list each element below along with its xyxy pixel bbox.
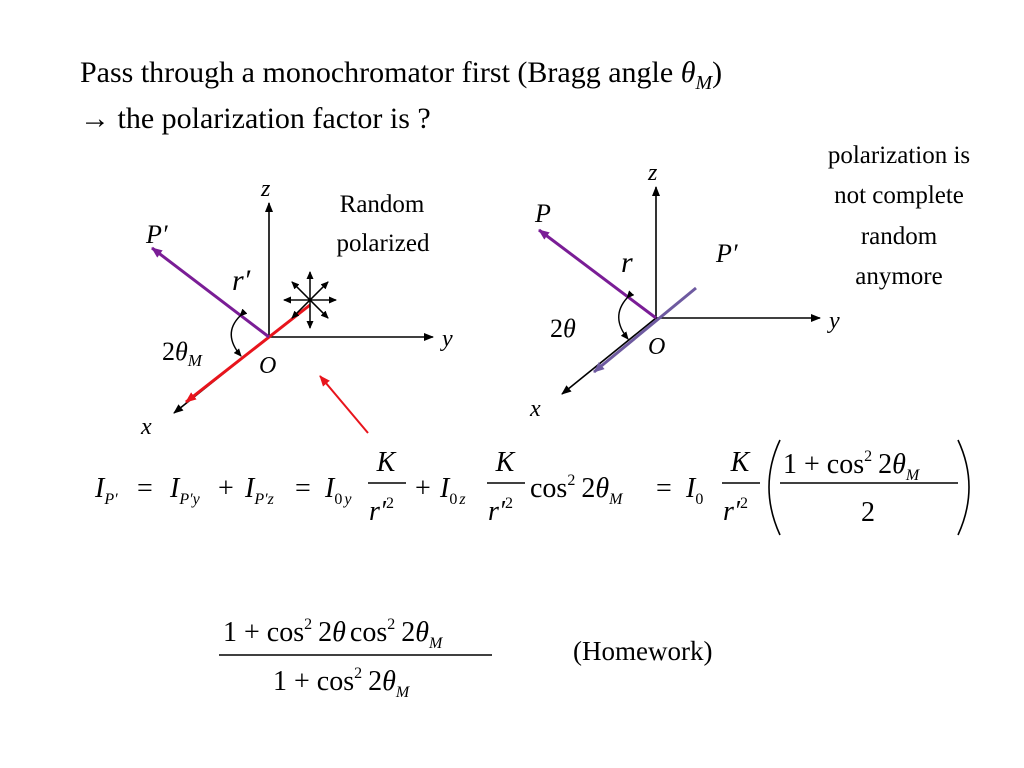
homework-label: (Homework): [573, 636, 713, 666]
left-p-prime-label: P′: [146, 220, 168, 249]
eq-equals-3: =: [656, 473, 672, 504]
svg-text:random: random: [860, 223, 938, 250]
eq-equals-1: =: [137, 473, 153, 504]
left-z-label: z: [261, 176, 271, 202]
eq-equals-2: =: [295, 473, 311, 504]
right-incident-beam: [594, 288, 696, 372]
left-angle-arc: [231, 316, 241, 356]
pointer-arrow: [320, 376, 368, 433]
right-z-label: z: [648, 160, 658, 186]
left-diffracted-beam: [152, 248, 269, 337]
right-r-label: r: [621, 246, 633, 279]
right-x-label: x: [530, 396, 541, 422]
eq-frac1-denominator: $r'^2$: [369, 495, 395, 527]
homework-fraction: [219, 616, 712, 701]
right-p-label: P: [535, 199, 551, 228]
eq-right-paren: [958, 440, 969, 535]
left-angle-label: $2\theta_M$: [162, 337, 202, 370]
random-polarized-note-2: polarized: [336, 230, 430, 257]
eq-plus-2: +: [415, 473, 431, 504]
header-line-2: → the polarization factor is ?: [80, 102, 431, 135]
polarization-note: [828, 142, 970, 290]
eq-plus-1: +: [218, 473, 234, 504]
eq-frac4-denominator: 2: [861, 497, 875, 528]
left-origin-label: O: [259, 353, 277, 379]
homework-numerator: $1 + \cos^2 2\theta$ $\cos^2 2\theta_M$: [223, 616, 443, 652]
homework-denominator: $1 + \cos^2 2\theta_M$: [273, 665, 410, 701]
intensity-equation: [94, 440, 969, 535]
right-angle-label: 2θ: [550, 314, 576, 343]
left-x-label: x: [141, 414, 152, 440]
eq-term-Ip: $I_{P'}$: [95, 473, 118, 508]
eq-frac1-numerator: K: [376, 447, 396, 478]
right-axes-diagram: [529, 142, 970, 422]
svg-text:polarization is: polarization is: [827, 142, 971, 169]
eq-frac3-numerator: K: [730, 447, 750, 478]
left-r-prime-label: r′: [232, 264, 251, 297]
eq-term-Ipz: $I_{P'z}$: [245, 473, 274, 508]
header-line-1: Pass through a monochromator first (Bragg angle $\theta_M$): [80, 56, 723, 94]
eq-term-I0z: $I_0$ z: [440, 473, 466, 508]
right-x-axis: [562, 318, 656, 394]
right-p-prime-label: P′: [716, 239, 738, 268]
right-angle-arc: [619, 298, 628, 339]
right-diffracted-beam: [539, 230, 656, 318]
eq-frac2-denominator: $r'^2$: [488, 495, 514, 527]
random-polarized-note-1: Random: [339, 191, 425, 218]
eq-term-I0: $I_0$: [686, 473, 704, 508]
svg-text:anymore: anymore: [855, 263, 943, 290]
left-y-label: y: [442, 326, 453, 352]
left-axes-diagram: [140, 176, 453, 440]
slide-header: [80, 56, 722, 135]
eq-left-paren: [769, 440, 780, 535]
eq-cos-term: $\cos^2 2\theta_M$: [530, 472, 623, 508]
eq-frac3-denominator: $r'^2$: [723, 495, 749, 527]
right-origin-label: O: [648, 334, 666, 360]
right-y-label: y: [829, 308, 840, 334]
eq-frac2-numerator: K: [495, 447, 515, 478]
eq-frac4-numerator: $1 + \cos^2 2\theta_M$: [783, 448, 920, 484]
eq-term-Ipy: $I_{P'y}$: [170, 473, 200, 508]
svg-text:not complete: not complete: [834, 182, 964, 209]
eq-term-I0y: $I_0$ y: [325, 473, 352, 508]
